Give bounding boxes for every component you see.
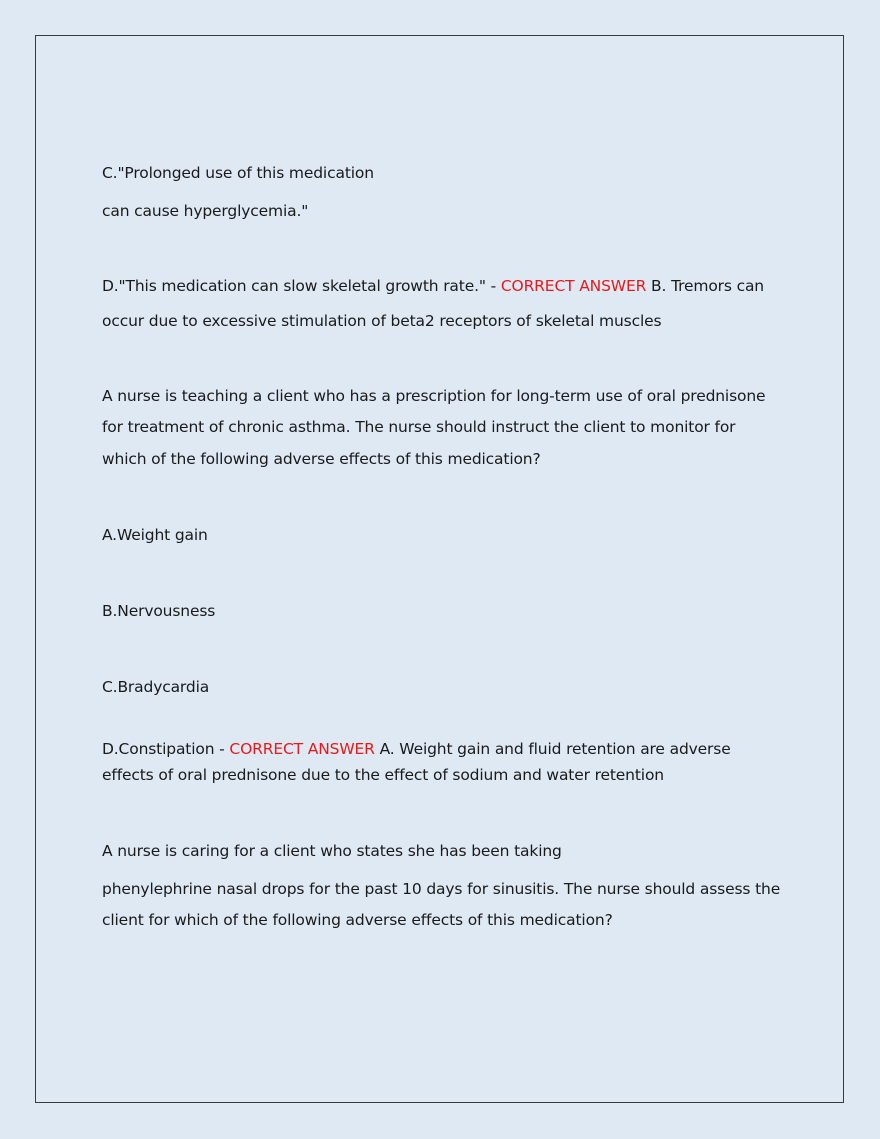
question-line-3: which of the following adverse effects of this medication? <box>102 450 541 468</box>
rationale-start-2: A. Weight gain and fluid retention are adverse <box>374 740 731 758</box>
question-line-2: for treatment of chronic asthma. The nurse should instruct the client to monitor for <box>102 418 736 436</box>
question-2-line-3: client for which of the following adverse effects of this medication? <box>102 911 613 929</box>
option-c-line-2: can cause hyperglycemia." <box>102 202 309 220</box>
correct-answer-label: CORRECT ANSWER <box>500 277 647 295</box>
rationale-line-2: effects of oral prednisone due to the effect of sodium and water retention <box>102 766 664 784</box>
option-c: C.Bradycardia <box>102 678 210 696</box>
question-2-line-1: A nurse is caring for a client who states she has been taking <box>102 842 562 860</box>
option-a: A.Weight gain <box>102 526 208 544</box>
option-d-answer-line-2 <box>102 740 731 758</box>
rationale-start: B. Tremors can <box>646 277 764 295</box>
option-b: B.Nervousness <box>102 602 216 620</box>
option-d-answer-line <box>102 277 764 295</box>
option-c-line-1: C."Prolonged use of this medication <box>102 164 374 182</box>
question-2-line-2: phenylephrine nasal drops for the past 10 days for sinusitis. The nurse should assess the <box>102 880 781 898</box>
question-line-1: A nurse is teaching a client who has a prescription for long-term use of oral prednisone <box>102 387 766 405</box>
page-border <box>35 35 844 1103</box>
rationale-line: occur due to excessive stimulation of beta2 receptors of skeletal muscles <box>102 312 662 330</box>
option-d-text-2: D.Constipation - <box>102 740 230 758</box>
correct-answer-label-2: CORRECT ANSWER <box>229 740 375 758</box>
option-d-text: D."This medication can slow skeletal growth rate." - <box>102 277 501 295</box>
